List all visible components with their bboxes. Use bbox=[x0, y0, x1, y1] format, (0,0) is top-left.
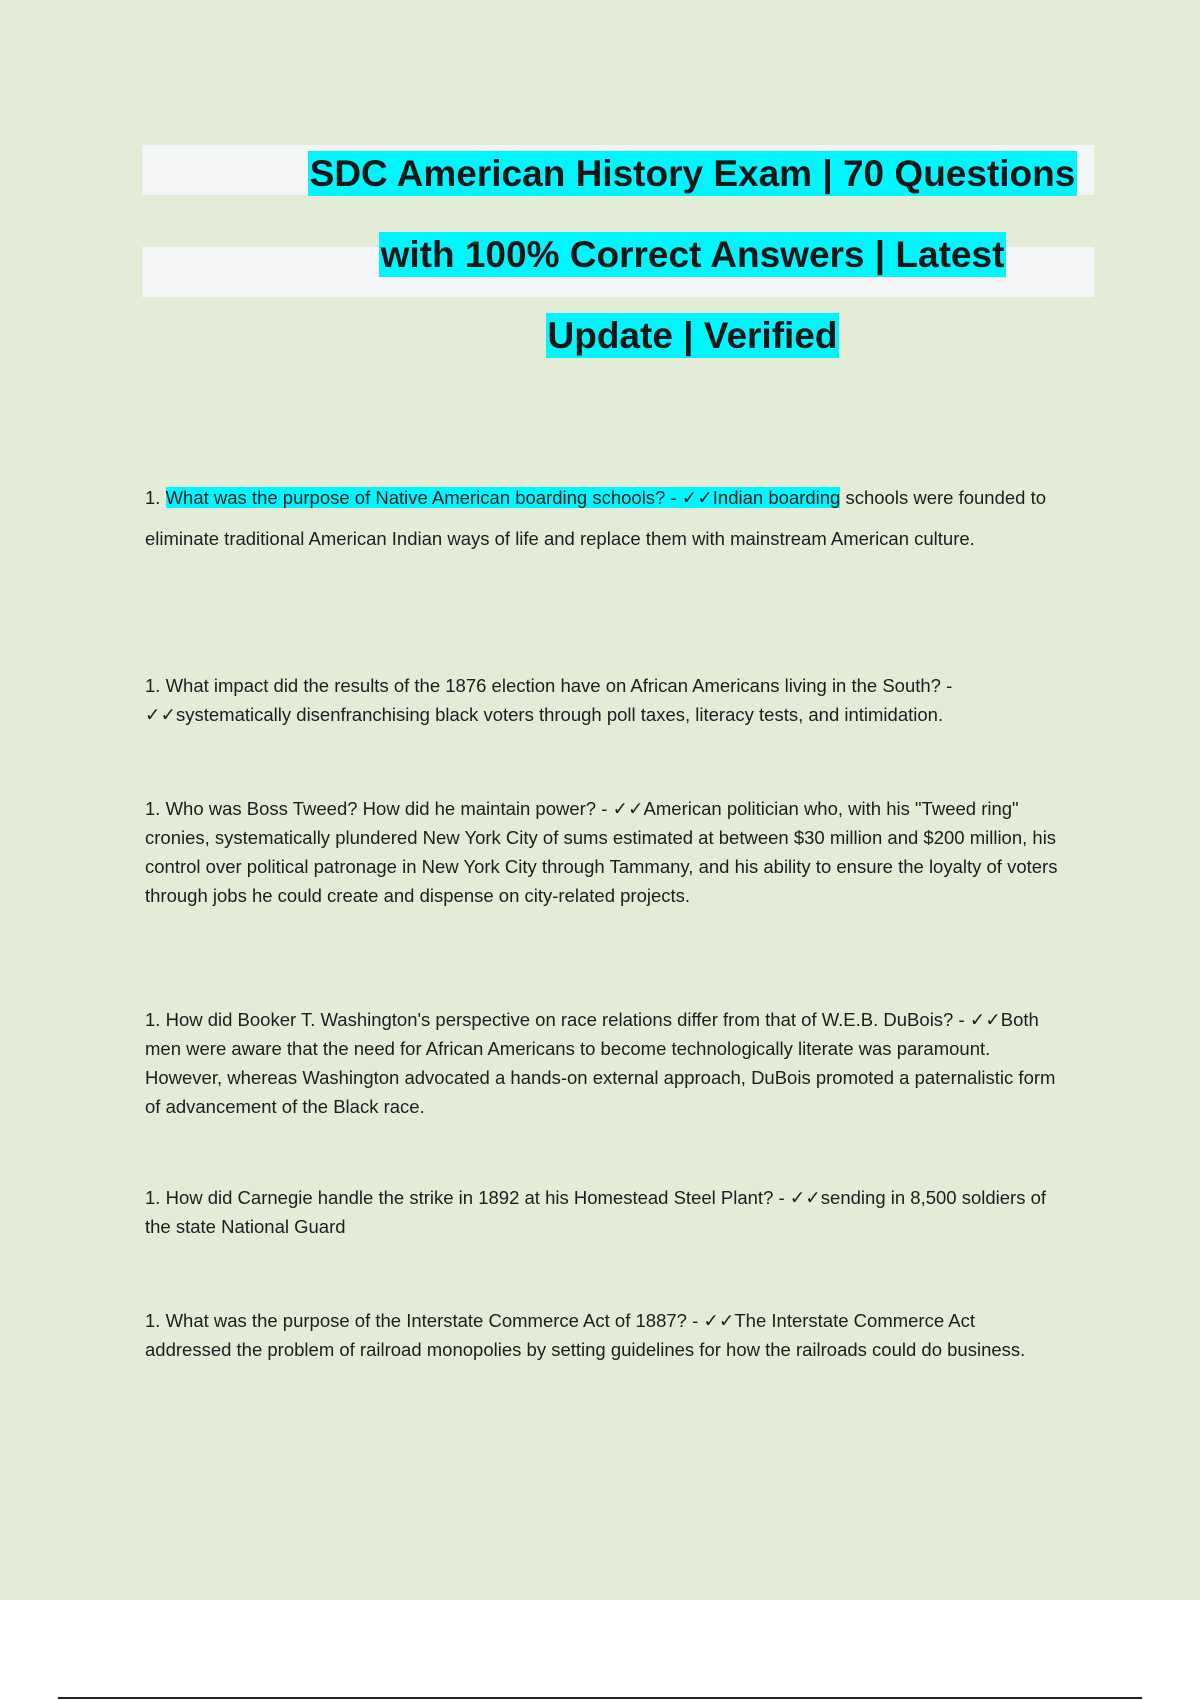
qa-item-2 bbox=[145, 671, 1065, 729]
title-line-2-text: with 100% Correct Answers | Latest bbox=[380, 234, 1005, 275]
qa-number: 1. bbox=[145, 1009, 161, 1030]
qa-text: What was the purpose of the Interstate Commerce Act of 1887? - ✓✓The Interstate Commerce Act addressed the problem of railroad monopolies by setting guidelines for how the railroads could do business. bbox=[145, 1310, 1026, 1360]
qa-number: 1. bbox=[145, 1310, 161, 1331]
footer-rule bbox=[58, 1697, 1142, 1699]
qa-number: 1. bbox=[145, 798, 161, 819]
qa-number: 1. bbox=[145, 675, 161, 696]
qa-answer-text: schools were founded to eliminate traditional American Indian ways of life and replace them with mainstream American culture. bbox=[145, 487, 1047, 549]
title-line-2 bbox=[0, 229, 1200, 281]
qa-text: How did Carnegie handle the strike in 1892 at his Homestead Steel Plant? - ✓✓sending in 8,500 soldiers of the state National Guard bbox=[145, 1187, 1047, 1237]
qa-number: 1. bbox=[145, 1187, 161, 1208]
qa-item-6 bbox=[145, 1306, 1065, 1364]
qa-text: What impact did the results of the 1876 election have on African Americans living in the South? - ✓✓systematically disenfranchising black voters through poll taxes, literacy tests, and intimidation. bbox=[145, 675, 953, 725]
title-line-3 bbox=[0, 310, 1200, 362]
qa-text: How did Booker T. Washington's perspective on race relations differ from that of W.E.B. DuBois? - ✓✓Both men were aware that the need for African Americans to become technologically literate was paramount. However, whereas Washington advocated a hands-on external approach, DuBois promoted a paternalistic form of advancement of the Black race. bbox=[145, 1009, 1056, 1117]
qa-item-4 bbox=[145, 1005, 1065, 1121]
qa-item-1 bbox=[145, 477, 1065, 559]
qa-number: 1. bbox=[145, 487, 161, 508]
qa-text: Who was Boss Tweed? How did he maintain power? - ✓✓American politician who, with his "Tweed ring" cronies, systematically plundered New York City of sums estimated at between $30 million and $200 million, his control over political patronage in New York City through Tammany, and his ability to ensure the loyalty of voters through jobs he could create and dispense on city-related projects. bbox=[145, 798, 1058, 906]
qa-highlighted-text: What was the purpose of Native American boarding schools? - ✓✓Indian boarding bbox=[165, 487, 841, 508]
title-line-1 bbox=[0, 148, 1200, 200]
qa-item-5 bbox=[145, 1183, 1065, 1241]
title-line-1-text: SDC American History Exam | 70 Questions bbox=[309, 153, 1076, 194]
title-line-3-text: Update | Verified bbox=[547, 315, 838, 356]
qa-item-3 bbox=[145, 794, 1065, 910]
